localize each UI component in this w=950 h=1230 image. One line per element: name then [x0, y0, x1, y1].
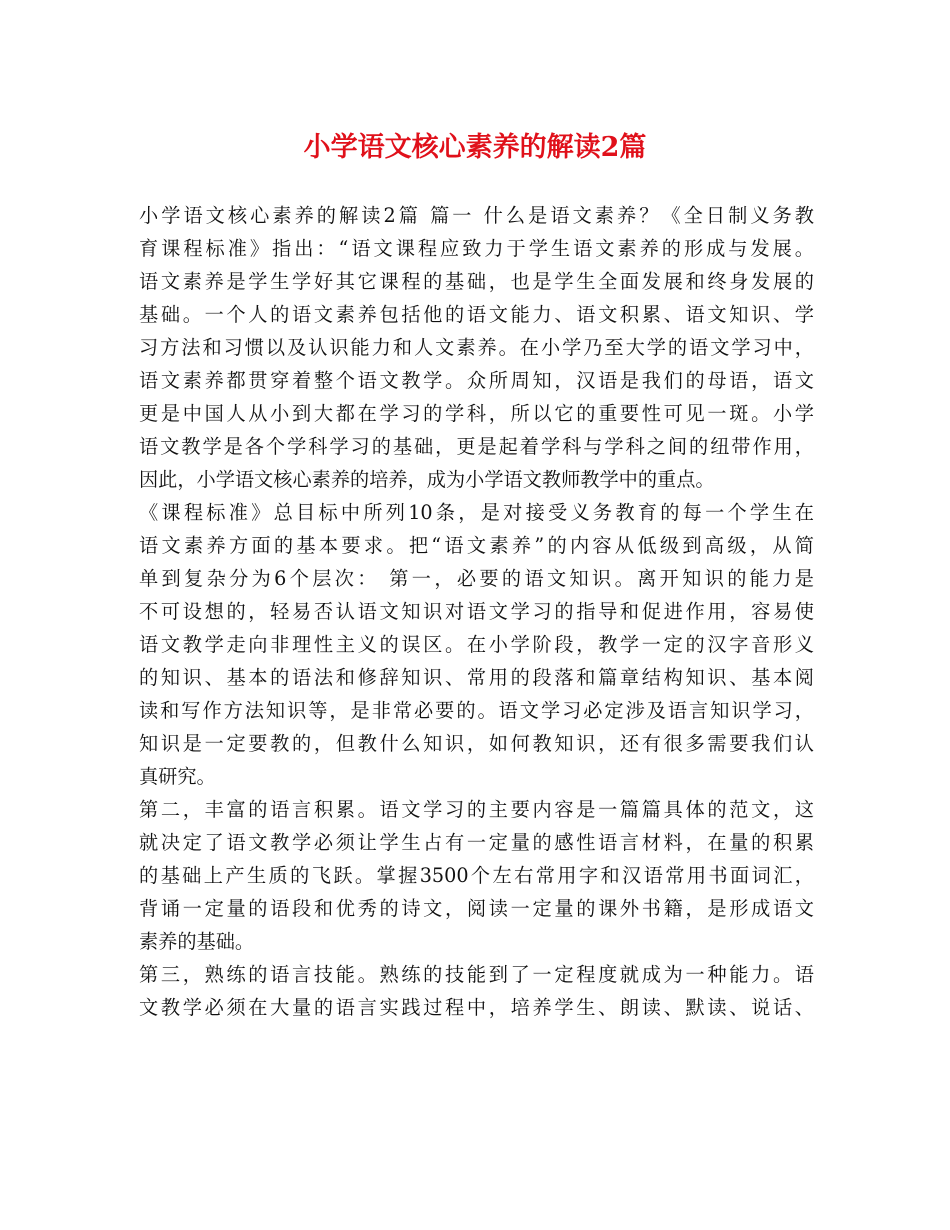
- body-line: 就决定了语文教学必须让学生占有一定量的感性语言材料，在量的积累: [139, 831, 814, 854]
- body-line: 的知识、基本的语法和修辞知识、常用的段落和篇章结构知识、基本阅: [139, 666, 814, 689]
- document-body: [139, 199, 814, 1024]
- body-line: 文教学必须在大量的语言实践过程中，培养学生、朗读、默读、说话、: [139, 996, 814, 1019]
- body-line: 育课程标准》指出：“语文课程应致力于学生语文素养的形成与发展。: [139, 237, 814, 260]
- body-line: 的基础上产生质的飞跃。掌握3500个左右常用字和汉语常用书面词汇，: [139, 864, 814, 887]
- body-line: 真研究。: [139, 765, 216, 788]
- body-line: 基础。一个人的语文素养包括他的语文能力、语文积累、语文知识、学: [139, 303, 814, 326]
- body-line: 不可设想的，轻易否认语文知识对语文学习的指导和促进作用，容易使: [139, 600, 814, 623]
- document-title: 小学语文核心素养的解读2篇: [303, 132, 647, 163]
- body-line: 小学语文核心素养的解读2篇 篇一 什么是语文素养？《全日制义务教: [139, 204, 814, 227]
- body-line: 读和写作方法知识等，是非常必要的。语文学习必定涉及语言知识学习，: [139, 699, 814, 722]
- body-line: 语文教学走向非理性主义的误区。在小学阶段，教学一定的汉字音形义: [139, 633, 814, 656]
- body-line: 语文素养方面的基本要求。把“语文素养”的内容从低级到高级，从简: [139, 534, 814, 557]
- body-line: 因此，小学语文核心素养的培养，成为小学语文教师教学中的重点。: [139, 468, 715, 491]
- body-line: 第三，熟练的语言技能。熟练的技能到了一定程度就成为一种能力。语: [139, 963, 814, 986]
- body-line: 语文素养是学生学好其它课程的基础，也是学生全面发展和终身发展的: [139, 270, 814, 293]
- body-line: 习方法和习惯以及认识能力和人文素养。在小学乃至大学的语文学习中，: [139, 336, 814, 359]
- body-line: 更是中国人从小到大都在学习的学科，所以它的重要性可见一斑。小学: [139, 402, 814, 425]
- body-line: 知识是一定要教的，但教什么知识，如何教知识，还有很多需要我们认: [139, 732, 814, 755]
- body-line: 《课程标准》总目标中所列10条，是对接受义务教育的每一个学生在: [139, 501, 814, 524]
- body-line: 语文素养都贯穿着整个语文教学。众所周知，汉语是我们的母语，语文: [139, 369, 814, 392]
- body-line: 语文教学是各个学科学习的基础，更是起着学科与学科之间的纽带作用，: [139, 435, 814, 458]
- body-line: 素养的基础。: [139, 930, 255, 953]
- body-line: 第二，丰富的语言积累。语文学习的主要内容是一篇篇具体的范文，这: [139, 798, 814, 821]
- body-line: 背诵一定量的语段和优秀的诗文，阅读一定量的课外书籍，是形成语文: [139, 897, 814, 920]
- body-line: 单到复杂分为6个层次： 第一，必要的语文知识。离开知识的能力是: [139, 567, 814, 590]
